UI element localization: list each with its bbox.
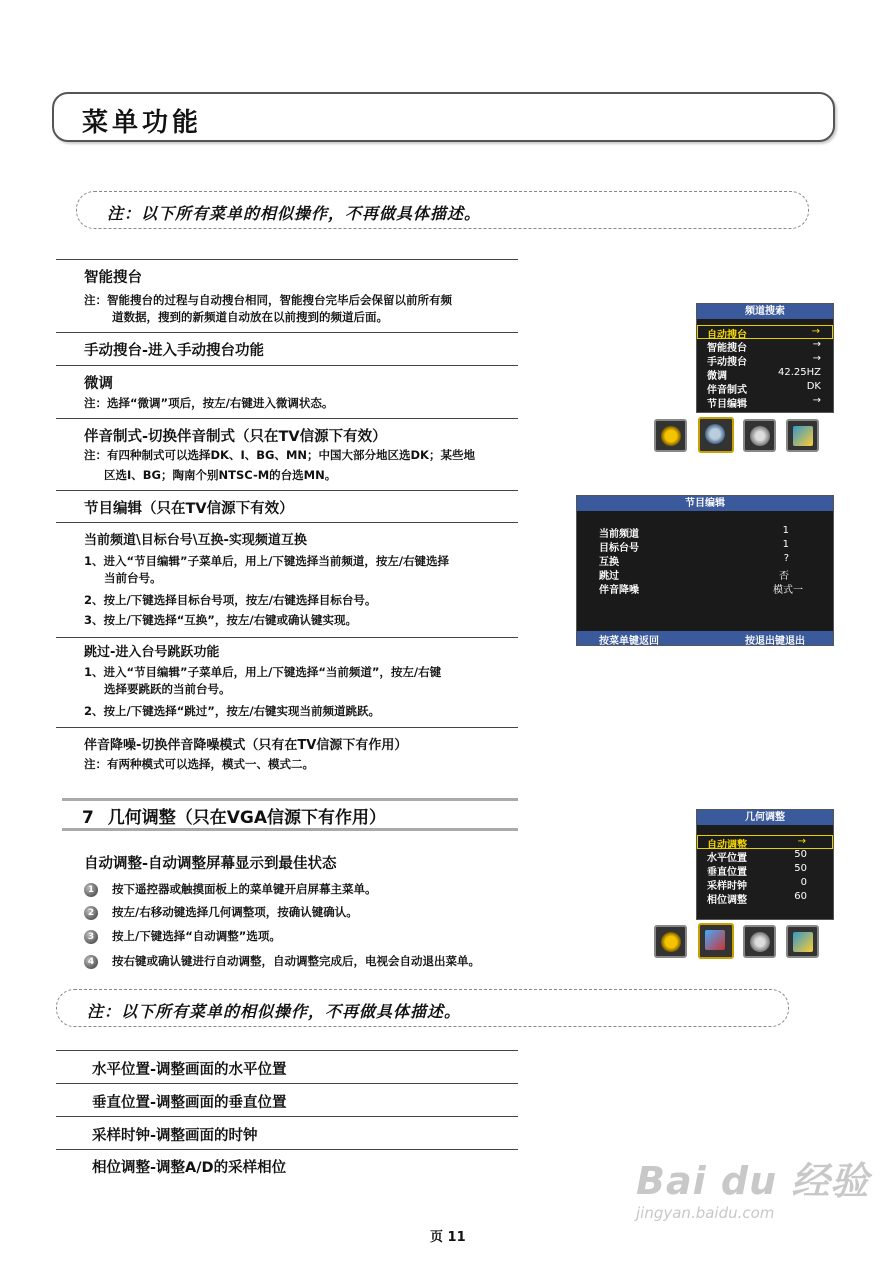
osd-row-key: 智能搜台 [707,343,747,354]
osd-row-value: 50 [794,849,807,860]
divider [56,490,518,491]
swap-step1-line1: 1、进入“节目编辑”子菜单后，用上/下键选择当前频道，按左/右键选择 [84,554,450,568]
osd-row[interactable] [697,353,833,367]
osd-row-key: 手动搜台 [707,357,747,368]
step-text: 按右键或确认键进行自动调整，自动调整完成后，电视会自动退出菜单。 [112,954,480,968]
osd-row-value: DK [806,381,821,392]
menu-icon-bar [654,925,822,963]
monitor-icon[interactable] [698,923,734,959]
osd-row-key: 水平位置 [707,853,747,864]
geometry-item: 相位调整-调整A/D的采样相位 [92,1160,287,1176]
osd-row[interactable] [589,567,819,581]
osd-row-key: 垂直位置 [707,867,747,878]
step-bullet: 3 [84,930,98,944]
noise-note: 注：有两种模式可以选择，模式一、模式二。 [84,757,314,771]
osd-row-value: 否 [779,571,789,582]
sound-system-heading: 伴音制式-切换伴音制式（只在TV信源下有效） [84,429,387,445]
sound-system-note-line2: 区选I、BG；陶南个别NTSC-M的台选MN。 [104,468,337,482]
film-reel-icon[interactable] [743,925,776,958]
step-bullet: 4 [84,955,98,969]
osd-footer-right: 按退出键退出 [745,636,805,647]
osd-row-value: → [812,395,821,406]
osd-title: 节目编辑 [577,496,833,511]
manual-search-heading: 手动搜台-进入手动搜台功能 [84,343,265,359]
swap-step1-line2: 当前台号。 [104,571,162,585]
section7-title: 几何调整（只在VGA信源下有作用） [107,808,387,828]
fine-tune-note: 注：选择“微调”项后，按左/右键进入微调状态。 [84,396,334,410]
step-bullet: 1 [84,883,98,897]
osd-row-value: 模式一 [773,585,803,596]
osd-row-value: 42.25HZ [778,367,821,378]
osd-row-key: 伴音制式 [707,385,747,396]
osd-row-key: 伴音降噪 [599,585,639,596]
divider [56,365,518,366]
osd-footer [577,631,833,645]
fine-tune-heading: 微调 [84,376,113,392]
watermark-brand: Bai du 经验 [636,1159,870,1203]
page-number: 页 11 [430,1230,466,1245]
swap-step3: 3、按上/下键选择“互换”，按左/右键或确认键实现。 [84,613,358,627]
watermark-url: jingyan.baidu.com [636,1204,775,1222]
osd-row-key: 相位调整 [707,895,747,906]
osd-row[interactable] [697,395,833,409]
osd-row-value: 1 [782,525,789,536]
osd-geometry-menu [696,809,834,920]
osd-row-value: ? [783,553,789,564]
swap-heading: 当前频道\目标台号\互换-实现频道互换 [84,533,307,548]
note-text: 注：以下所有菜单的相似操作，不再做具体描述。 [87,1002,462,1021]
osd-title: 频道搜索 [697,304,833,319]
divider [56,1050,518,1051]
section-bar-bottom [62,828,518,831]
osd-row[interactable] [697,339,833,353]
smart-search-heading: 智能搜台 [84,270,142,286]
smart-search-note-line1: 注：智能搜台的过程与自动搜台相同，智能搜台完毕后会保留以前所有频 [84,293,452,307]
toolbox-icon[interactable] [786,419,819,452]
osd-row-value: → [812,339,821,350]
watermark [636,1150,870,1222]
osd-row-value: → [812,353,821,364]
osd-row[interactable] [697,863,833,877]
smart-search-note-line2: 道数据，搜到的新频道自动放在以前搜到的频道后面。 [112,310,388,324]
osd-row-key: 节目编辑 [707,399,747,410]
tuner-icon[interactable] [698,417,734,453]
skip-step1-line1: 1、进入“节目编辑”子菜单后，用上/下键选择“当前频道”，按左/右键 [84,665,442,679]
note-text: 注：以下所有菜单的相似操作，不再做具体描述。 [107,204,482,223]
osd-row-key: 当前频道 [599,529,639,540]
sound-system-note-line1: 注：有四种制式可以选择DK、I、BG、MN；中国大部分地区选DK；某些地 [84,448,475,462]
page-title-box [52,92,835,142]
divider [56,522,518,523]
skip-heading: 跳过-进入台号跳跃功能 [84,645,220,660]
osd-channel-search-menu [696,303,834,413]
osd-row-key: 自动调整 [707,840,747,851]
osd-row-value: 60 [794,891,807,902]
osd-row-value: → [797,836,806,847]
geometry-item: 垂直位置-调整画面的垂直位置 [92,1095,287,1111]
osd-row-selected[interactable] [697,835,833,849]
swap-step2: 2、按上/下键选择目标台号项，按左/右键选择目标台号。 [84,593,377,607]
menu-icon-bar [654,419,822,457]
note-banner [76,191,809,229]
divider [56,418,518,419]
section-bar-top [62,798,518,801]
osd-row-key: 互换 [599,557,619,568]
osd-row-key: 微调 [707,371,727,382]
osd-row[interactable] [589,539,819,553]
gear-icon[interactable] [654,925,687,958]
osd-row[interactable] [697,877,833,891]
auto-adjust-heading: 自动调整-自动调整屏幕显示到最佳状态 [84,856,337,872]
osd-row-value: 1 [782,539,789,550]
divider [56,259,518,260]
toolbox-icon[interactable] [786,925,819,958]
osd-row-selected[interactable] [697,325,833,339]
program-edit-heading: 节目编辑（只在TV信源下有效） [84,501,294,517]
divider [56,727,518,728]
osd-row-key: 自动搜台 [707,330,747,341]
section7-title-row [82,803,386,828]
osd-row-value: 0 [800,877,807,888]
section7-number: 7 [82,808,94,828]
osd-row-key: 目标台号 [599,543,639,554]
osd-row-value: 50 [794,863,807,874]
osd-row[interactable] [589,581,819,595]
osd-row[interactable] [697,849,833,863]
step-text: 按左/右移动键选择几何调整项，按确认键确认。 [112,905,358,919]
geometry-item: 水平位置-调整画面的水平位置 [92,1062,287,1078]
step-text: 按上/下键选择“自动调整”选项。 [112,929,281,943]
osd-row-value: → [811,326,820,337]
page-title: 菜单功能 [82,108,203,138]
step-bullet: 2 [84,906,98,920]
gear-icon[interactable] [654,419,687,452]
divider [56,332,518,333]
divider [56,1149,518,1150]
noise-heading: 伴音降噪-切换伴音降噪模式（只有在TV信源下有作用） [84,738,408,753]
osd-row-key: 跳过 [599,571,619,582]
divider [56,637,518,638]
skip-step2: 2、按上/下键选择“跳过”，按左/右键实现当前频道跳跃。 [84,704,381,718]
divider [56,1083,518,1084]
divider [56,1116,518,1117]
note-banner [56,989,789,1027]
step-text: 按下遥控器或触摸面板上的菜单键开启屏幕主菜单。 [112,882,377,896]
osd-row[interactable] [589,525,819,539]
osd-row[interactable] [697,891,833,905]
osd-title: 几何调整 [697,810,833,825]
geometry-item: 采样时钟-调整画面的时钟 [92,1128,258,1144]
skip-step1-line2: 选择要跳跃的当前台号。 [104,682,231,696]
osd-row[interactable] [697,367,833,381]
osd-row[interactable] [697,381,833,395]
film-reel-icon[interactable] [743,419,776,452]
osd-footer-left: 按菜单键返回 [599,636,659,647]
osd-row-key: 采样时钟 [707,881,747,892]
osd-row[interactable] [589,553,819,567]
osd-program-edit-menu [576,495,834,646]
